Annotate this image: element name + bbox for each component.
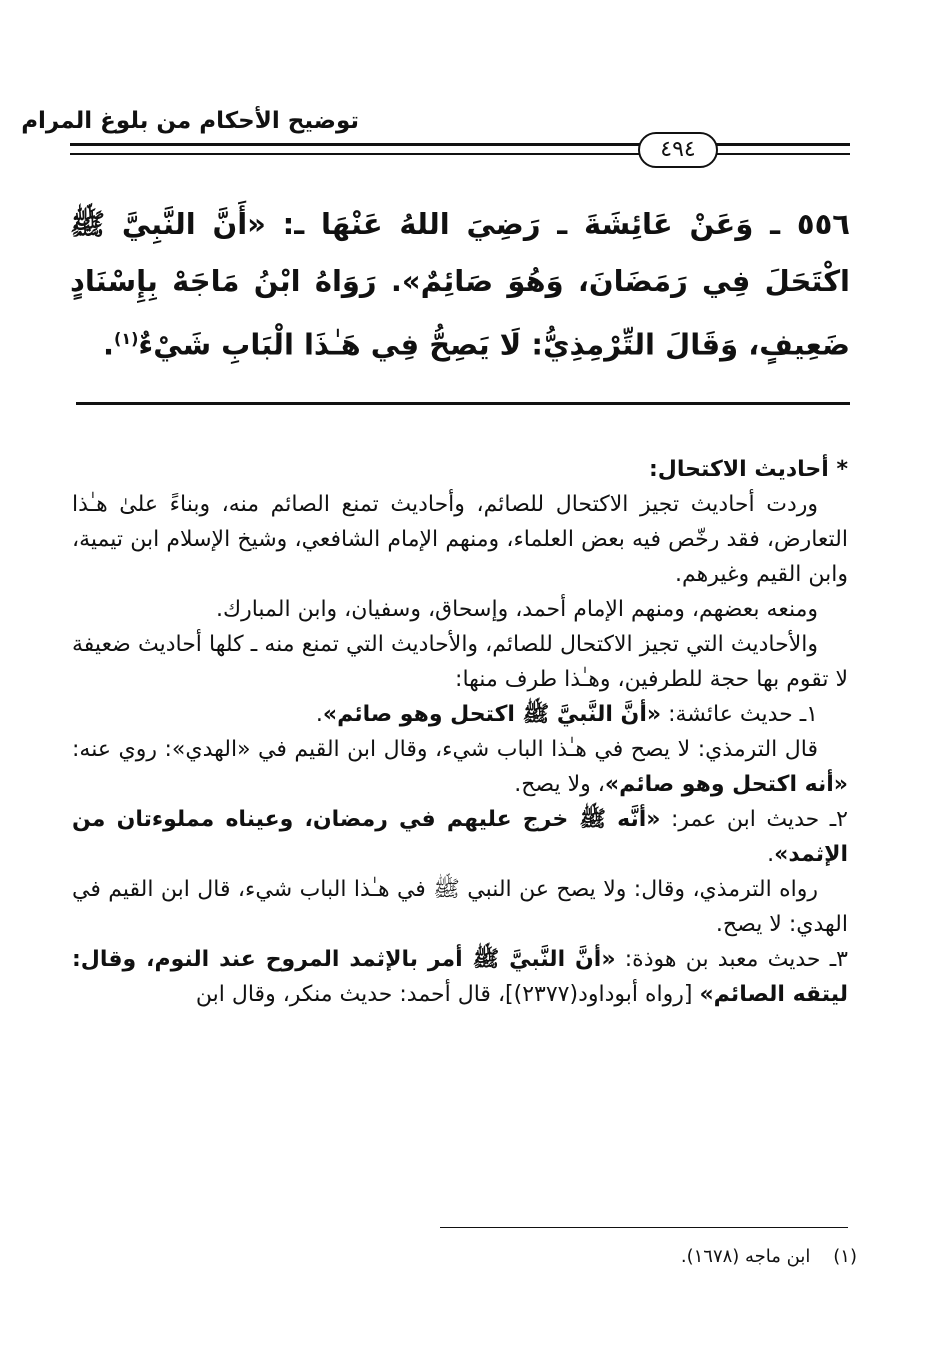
hadith-number: ٥٥٦ bbox=[796, 207, 850, 241]
commentary-paragraph-1: وردت أحاديث تجيز الاكتحال للصائم، وأحاديث تمنع الصائم منه، وبناءً علىٰ هـٰذا التعارض، فقد رخّص فيه بعض العلماء، ومنهم الإمام الشافعي، وشيخ الإسلام ابن تيمية، وابن القيم وغيرهم. bbox=[72, 492, 848, 587]
paragraph-4-quote: «أنه اكتحل وهو صائم» bbox=[604, 772, 848, 797]
item-3-label: ٣ـ حديث معبد بن هوذة: bbox=[615, 947, 848, 972]
commentary-paragraph-3: والأحاديث التي تجيز الاكتحال للصائم، والأحاديث التي تمنع منه ـ كلها أحاديث ضعيفة لا تقوم بها حجة للطرفين، وهـٰذا طرف منها: bbox=[72, 632, 848, 692]
item-2-quote: «أنَّه ﷺ خرج عليهم في رمضان، وعيناه مملوءتان من الإثمد» bbox=[72, 807, 848, 867]
paragraph-4-b: ، ولا يصح. bbox=[514, 772, 605, 797]
commentary-section bbox=[72, 452, 848, 1012]
paragraph-4-a: قال الترمذي: لا يصح في هـٰذا الباب شيء، وقال ابن القيم في «الهدي»: روي عنه: bbox=[72, 737, 818, 762]
hadith-item-2 bbox=[72, 802, 848, 872]
hadith-item-1 bbox=[72, 697, 848, 732]
footnote-divider bbox=[440, 1227, 848, 1228]
item-2-label: ٢ـ حديث ابن عمر: bbox=[660, 807, 848, 832]
section-heading: * أحاديث الاكتحال: bbox=[648, 457, 848, 482]
page-number: ٤٩٤ bbox=[638, 132, 718, 168]
item-1-quote: «أنَّ النَّبيَّ ﷺ اكتحل وهو صائم» bbox=[322, 702, 662, 727]
hadith-divider bbox=[76, 402, 850, 405]
hadith-item-3 bbox=[72, 942, 848, 1012]
commentary-paragraph-5: رواه الترمذي، وقال: ولا يصح عن النبي ﷺ في هـٰذا الباب شيء، قال ابن القيم في الهدي: لا يصح. bbox=[72, 877, 848, 937]
item-3-end: [رواه أبوداود(٢٣٧٧)]، قال أحمد: حديث منكر، وقال ابن bbox=[195, 982, 700, 1007]
header-rule-top bbox=[70, 143, 850, 146]
footnote-marker: (١) bbox=[833, 1246, 857, 1267]
item-1-end: . bbox=[315, 702, 323, 727]
hadith-text: ـ وَعَنْ عَائِشَةَ ـ رَضِيَ اللهُ عَنْهَا ـ: «أَنَّ النَّبِيَّ ﷺ اكْتَحَلَ فِي رَمَضَانَ، وَهُوَ صَائِمٌ». رَوَاهُ ابْنُ مَاجَهْ بِإِسْنَادٍ ضَعِيفٍ، وَقَالَ التِّرْمِذِيُّ: لَا يَصِحُّ فِي هَـٰذَا الْبَابِ شَيْءٌ bbox=[70, 207, 850, 362]
footnote bbox=[357, 1246, 857, 1267]
hadith-end: . bbox=[102, 327, 115, 362]
item-2-end: . bbox=[767, 842, 775, 867]
running-header-title: توضيح الأحكام من بلوغ المرام bbox=[21, 108, 359, 134]
header-rule-bottom bbox=[70, 153, 850, 155]
footnote-text: ابن ماجه (١٦٧٨). bbox=[680, 1246, 811, 1267]
commentary-paragraph-2: ومنعه بعضهم، ومنهم الإمام أحمد، وإسحاق، وسفيان، وابن المبارك. bbox=[215, 597, 818, 622]
item-1-label: ١ـ حديث عائشة: bbox=[661, 702, 818, 727]
footnote-reference: (١) bbox=[114, 329, 139, 348]
commentary-paragraph-4 bbox=[72, 732, 848, 802]
item-3-quote: «أنَّ النَّبيَّ ﷺ أمر بالإثمد المروح عند النوم، وقال: ليتقه الصائم» bbox=[72, 947, 848, 1007]
hadith-block bbox=[70, 196, 850, 374]
